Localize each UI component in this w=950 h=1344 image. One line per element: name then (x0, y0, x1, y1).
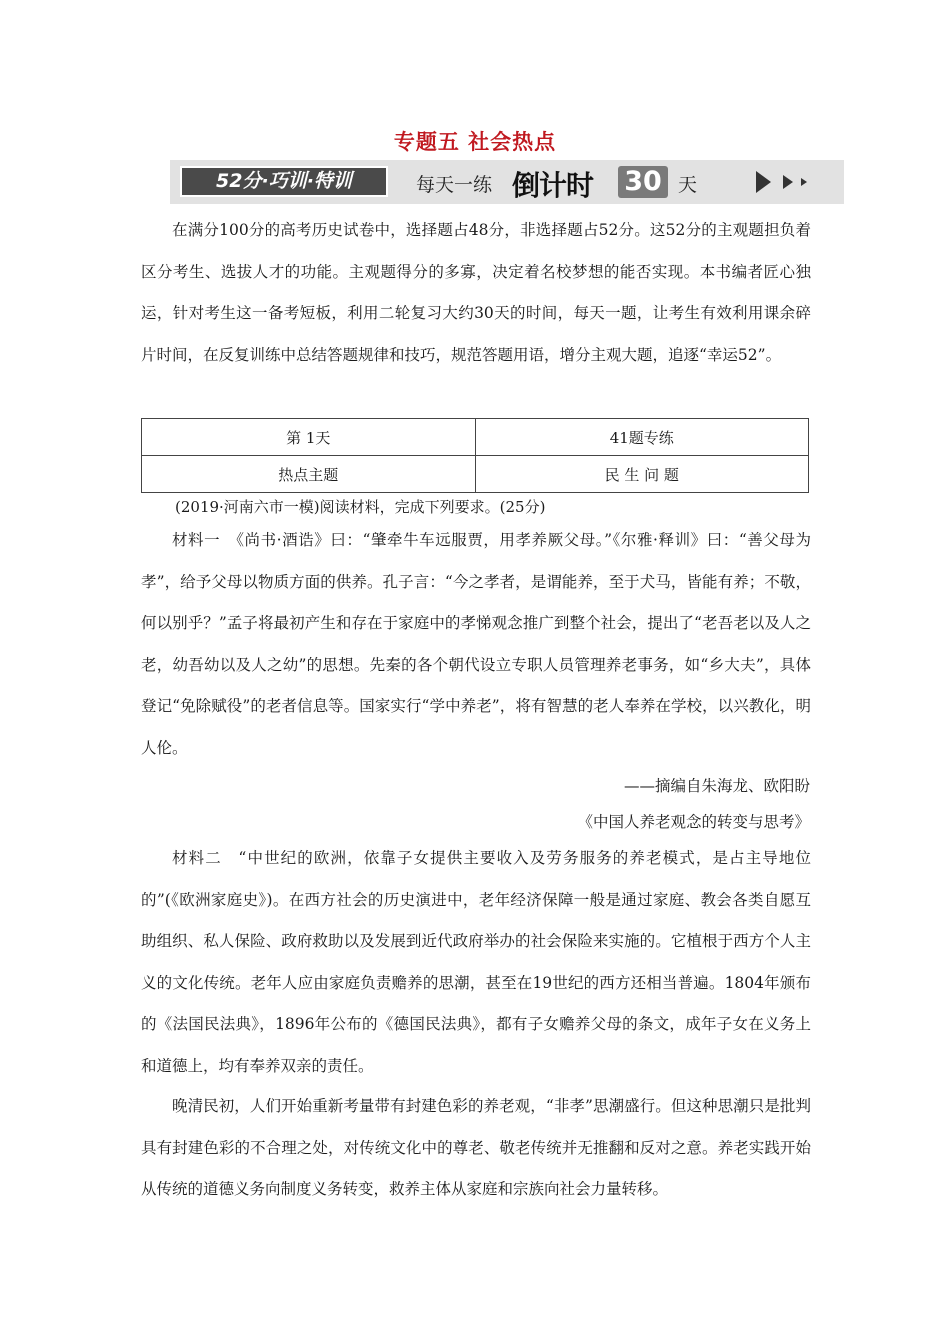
table-cell-exercise: 41题专练 (475, 419, 809, 456)
table-row (142, 419, 809, 456)
citation-title: 《中国人养老观念的转变与思考》 (577, 813, 810, 831)
question-source: (2019·河南六市一模)阅读材料，完成下列要求。(25分) (175, 498, 546, 516)
material-one: 材料一 《尚书·酒诰》曰：“肇牵牛车远服贾，用孝养厥父母。”《尔雅·释训》曰：“善父母为孝”，给予父母以物质方面的供养。孔子言：“今之孝者，是谓能养，至于犬马，皆能有养；不敬，何以别乎？”孟子将最初产生和存在于家庭中的孝悌观念推广到整个社会，提出了“老吾老以及人之老，幼吾幼以及人之幼”的思想。先秦的各个朝代设立专职人员管理养老事务，如“乡大夫”，具体登记“免除赋役”的老者信息等。国家实行“学中养老”，将有智慧的老人奉养在学校，以兴教化，明人伦。 (141, 531, 811, 757)
table-cell-topic-label: 热点主题 (142, 456, 476, 493)
banner-daily-text: 每天一练 (416, 174, 493, 196)
info-table (141, 418, 809, 493)
table-cell-day: 第 1天 (142, 419, 476, 456)
page-title: 专题五 社会热点 (393, 130, 557, 154)
banner-day-number: 30 (618, 166, 668, 198)
material-two: 材料二 “中世纪的欧洲，依靠子女提供主要收入及劳务服务的养老模式，是占主导地位的”(《欧洲家庭史》)。在西方社会的历史演进中，老年经济保障一般是通过家庭、教会各类自愿互助组织、私人保险、政府救助以及发展到近代政府举办的社会保险来实施的。它植根于西方个人主义的文化传统。老年人应由家庭负责赡养的思潮，甚至在19世纪的西方还相当普遍。1804年颁布的《法国民法典》，1896年公布的《德国民法典》，都有子女赡养父母的条文，成年子女在义务上和道德上，均有奉养双亲的责任。 (141, 849, 811, 1075)
intro-paragraph: 在满分100分的高考历史试卷中，选择题占48分，非选择题占52分。这52分的主观题担负着区分考生、选拔人才的功能。主观题得分的多寡，决定着名校梦想的能否实现。本书编者匠心独运，针对考生这一备考短板，利用二轮复习大约30天的时间，每天一题，让考生有效利用课余碎片时间，在反复训练中总结答题规律和技巧，规范答题用语，增分主观大题，追逐“幸运52”。 (141, 221, 811, 364)
material-three: 晚清民初，人们开始重新考量带有封建色彩的养老观，“非孝”思潮盛行。但这种思潮只是批判具有封建色彩的不合理之处，对传统文化中的尊老、敬老传统并无推翻和反对之意。养老实践开始从传统的道德义务向制度义务转变，救养主体从家庭和宗族向社会力量转移。 (141, 1097, 811, 1198)
table-cell-topic-value: 民 生 问 题 (475, 456, 809, 493)
citation-author: ——摘编自朱海龙、欧阳盼 (623, 777, 810, 795)
banner-countdown-text: 倒计时 (512, 169, 594, 202)
table-row (142, 456, 809, 493)
countdown-banner (170, 160, 844, 204)
banner-badge: 52分·巧训·特训 (180, 166, 388, 197)
banner-day-label: 天 (678, 174, 698, 196)
